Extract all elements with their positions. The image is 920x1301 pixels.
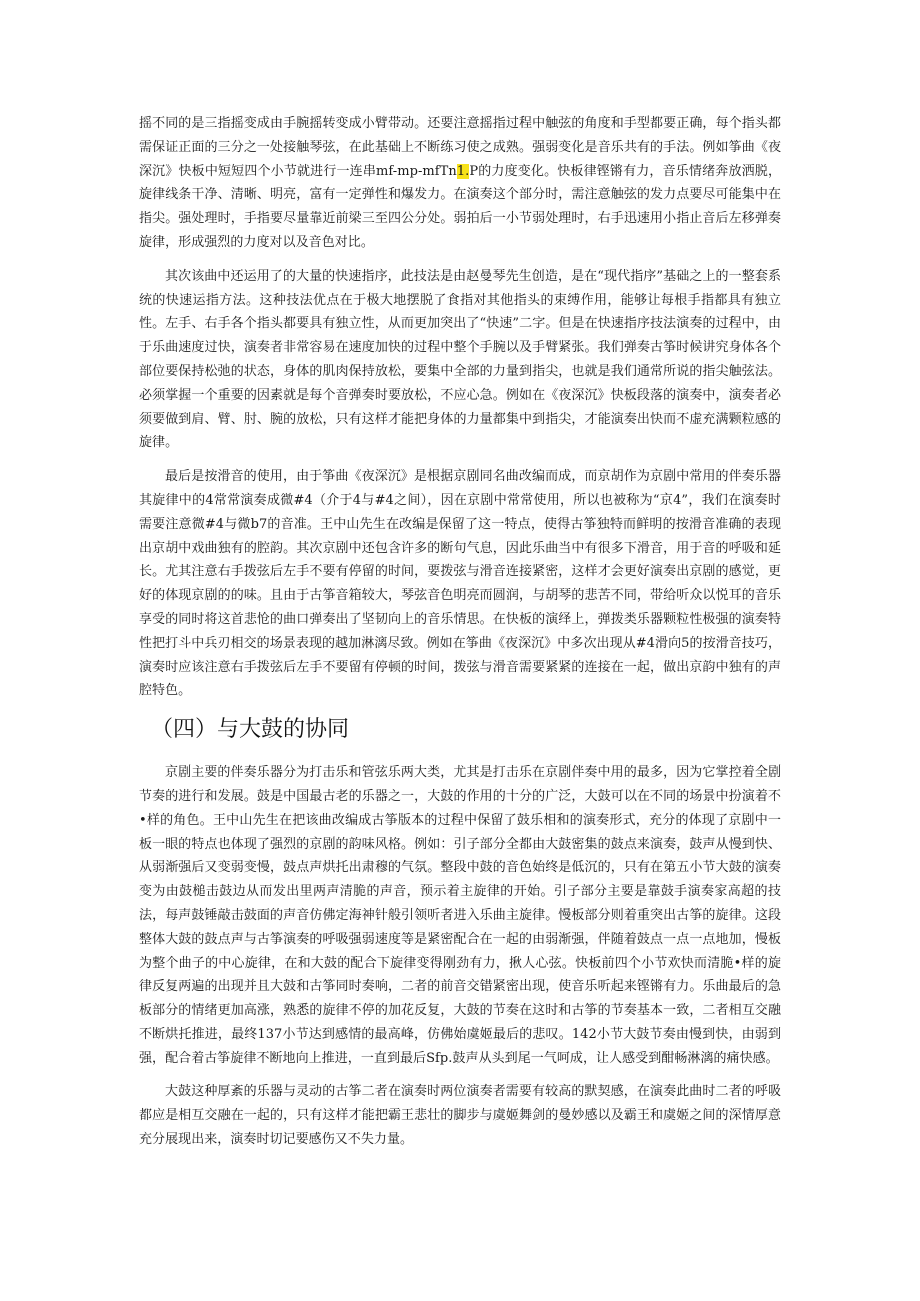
dynamics-marking-end: P	[469, 163, 479, 179]
section-heading: （四）与大鼓的协同	[151, 717, 350, 743]
dynamics-marking: mf-mp-mfTn	[376, 163, 457, 179]
highlighted-text: 1.	[456, 163, 470, 179]
document-page	[139, 112, 781, 1162]
paragraph-2: 其次该曲中还运用了的大量的快速指序，此技法是由赵曼琴先生创造，是在“现代指序”基础之上的一整套系统的快速运指方法。这种技法优点在于极大地摆脱了食指对其他指头的束缚作用，能够让每根手指都具有独立性。左手、右手各个指头都要具有独立性，从而更加突出了“快速”二字。但是在快速指序技法演奏的过程中，由于乐曲速度过快，演奏者非常容易在速度加快的过程中整个手腕以及手臂紧张。我们弹奏古筝时候讲究身体各个部位要保持松弛的状态，身体的肌肉保持放松，要集中全部的力量到指尖，也就是我们通常所说的指尖触弦法。必须掌握一个重要的因素就是每个音弹奏时要放松，不应心急。例如在《夜深沉》快板段落的演奏中，演奏者必须要做到肩、臂、肘、腕的放松，只有这样才能把身体的力量都集中到指尖，才能演奏出快而不虚充满颗粒感的旋律。	[139, 268, 781, 451]
paragraph-5: 大鼓这种厚紊的乐器与灵动的古筝二者在演奏时两位演奏者需要有较高的默契感，在演奏此曲时二者的呼吸都应是相互交融在一起的，只有这样才能把霸王悲壮的脚步与虞姬舞剑的曼妙感以及霸王和虞姬之间的深情厚意充分展现出来，演奏时切记要感伤又不失力量。	[139, 1084, 781, 1148]
paragraph-3: 最后是按滑音的使用，由于筝曲《夜深沉》是根据京剧同名曲改编而成，而京胡作为京剧中常用的伴奏乐器其旋律中的4常常演奏成微#4（介于4与#4之间），因在京剧中常常使用，所以也被称为“京4”，我们在演奏时需要注意微#4与微b7的音准。王中山先生在改编是保留了这一特点，使得古筝独特而鲜明的按滑音准确的表现出京胡中戏曲独有的腔韵。其次京剧中还包含许多的断句气息，因此乐曲当中有很多下滑音，用于音的呼吸和延长。尤其注意右手拨弦后左手不要有停留的时间，要拨弦与滑音连接紧密，这样才会更好演奏出京剧的感觉，更好的体现京剧的的味。且由于古筝音箱较大，琴弦音色明亮而圆润，与胡琴的悲苦不同，带给听众以悦耳的音乐享受的同时将这首悲怆的曲口弹奏出了坚韧向上的音乐情思。在快板的演绎上，弹拨类乐器颗粒性极强的演奏特性把打斗中兵刃相交的场景表现的越加淋漓尽致。例如在筝曲《夜深沉》中多次出现从#4滑向5的按滑音技巧，演奏时应该注意右手拨弦后左手不要留有停顿的时间，拨弦与滑音需要紧紧的连接在一起，做出京韵中独有的声腔特色。	[139, 469, 781, 699]
paragraph-1	[139, 112, 781, 255]
paragraph-1-text: 摇不同的是三指摇变成由手腕摇转变成小臂带动。还要注意摇指过程中触弦的角度和手型都要正确，每个指头都需保证正面的三分之一处接触琴弦，在此基础上不断练习使之成熟。强弱变化是音乐共有的手法。例如筝曲《夜深沉》快板中短短四个小节就进行一连串	[139, 116, 781, 179]
paragraph-4: 京剧主要的伴奏乐器分为打击乐和管弦乐两大类，尤其是打击乐在京剧伴奏中用的最多，因为它掌控着全剧节奏的进行和发展。鼓是中国最古老的乐器之一，大鼓的作用的十分的广泛，大鼓可以在不同的场景中扮演着不•样的角色。王中山先生在把该曲改编成古筝版本的过程中保留了鼓乐相和的演奏形式，充分的体现了京剧中一板一眼的特点也体现了强烈的京剧的韵味风格。例如：引子部分全都由大鼓密集的鼓点来演奏，鼓声从慢到快、从弱渐强后又变弱变慢，鼓点声烘托出肃穆的气氛。整段中鼓的音色始终是低沉的，只有在第五小节大鼓的演奏变为由鼓槌击鼓边从而发出里两声清脆的声音，预示着主旋律的开始。引子部分主要是靠鼓手演奏家高超的技法，每声鼓锤敲击鼓面的声音仿佛定海神针般引领听者进入乐曲主旋律。慢板部分则着重突出古筝的旋律。这段整体大鼓的鼓点声与古筝演奏的呼吸强弱速度等是紧密配合在一起的由弱渐强，伴随着鼓点一点一点地加，慢板为整个曲子的中心旋律，在和大鼓的配合下旋律变得刚劲有力，揪人心弦。快板前四个小节欢快而清脆•样的旋律反复两遍的出现并且大鼓和古筝同时奏响，二者的前音交错紧密出现，使音乐听起来铿锵有力。乐曲最后的急板部分的情绪更加高涨，熟悉的旋律不停的加花反复，大鼓的节奏在这时和古筝的节奏基本一致，二者相互交融不断烘托推进，最终137小节达到感情的最高峰，仿佛始虞姬最后的悲叹。142小节大鼓节奏由慢到快，由弱到强，配合着古筝旋律不断地向上推进，一直到最后Sfp.鼓声从头到尾一气呵成，让人感受到酣畅淋漓的痛快感。	[139, 765, 781, 1066]
paragraph-1-rest: 的力度变化。快板律铿锵有力，音乐情绪奔放洒脱，旋律线条干净、清晰、明亮，富有一定弹性和爆发力。在演奏这个部分时，需注意触弦的发力点要尽可能集中在指尖。强处理时，手指要尽量靠近前梁三至四公分处。弱拍后一小节弱处理时，右手迅速用小指止音后左移弹奏旋律，形成强烈的力度对以及音色对比。	[139, 163, 781, 250]
